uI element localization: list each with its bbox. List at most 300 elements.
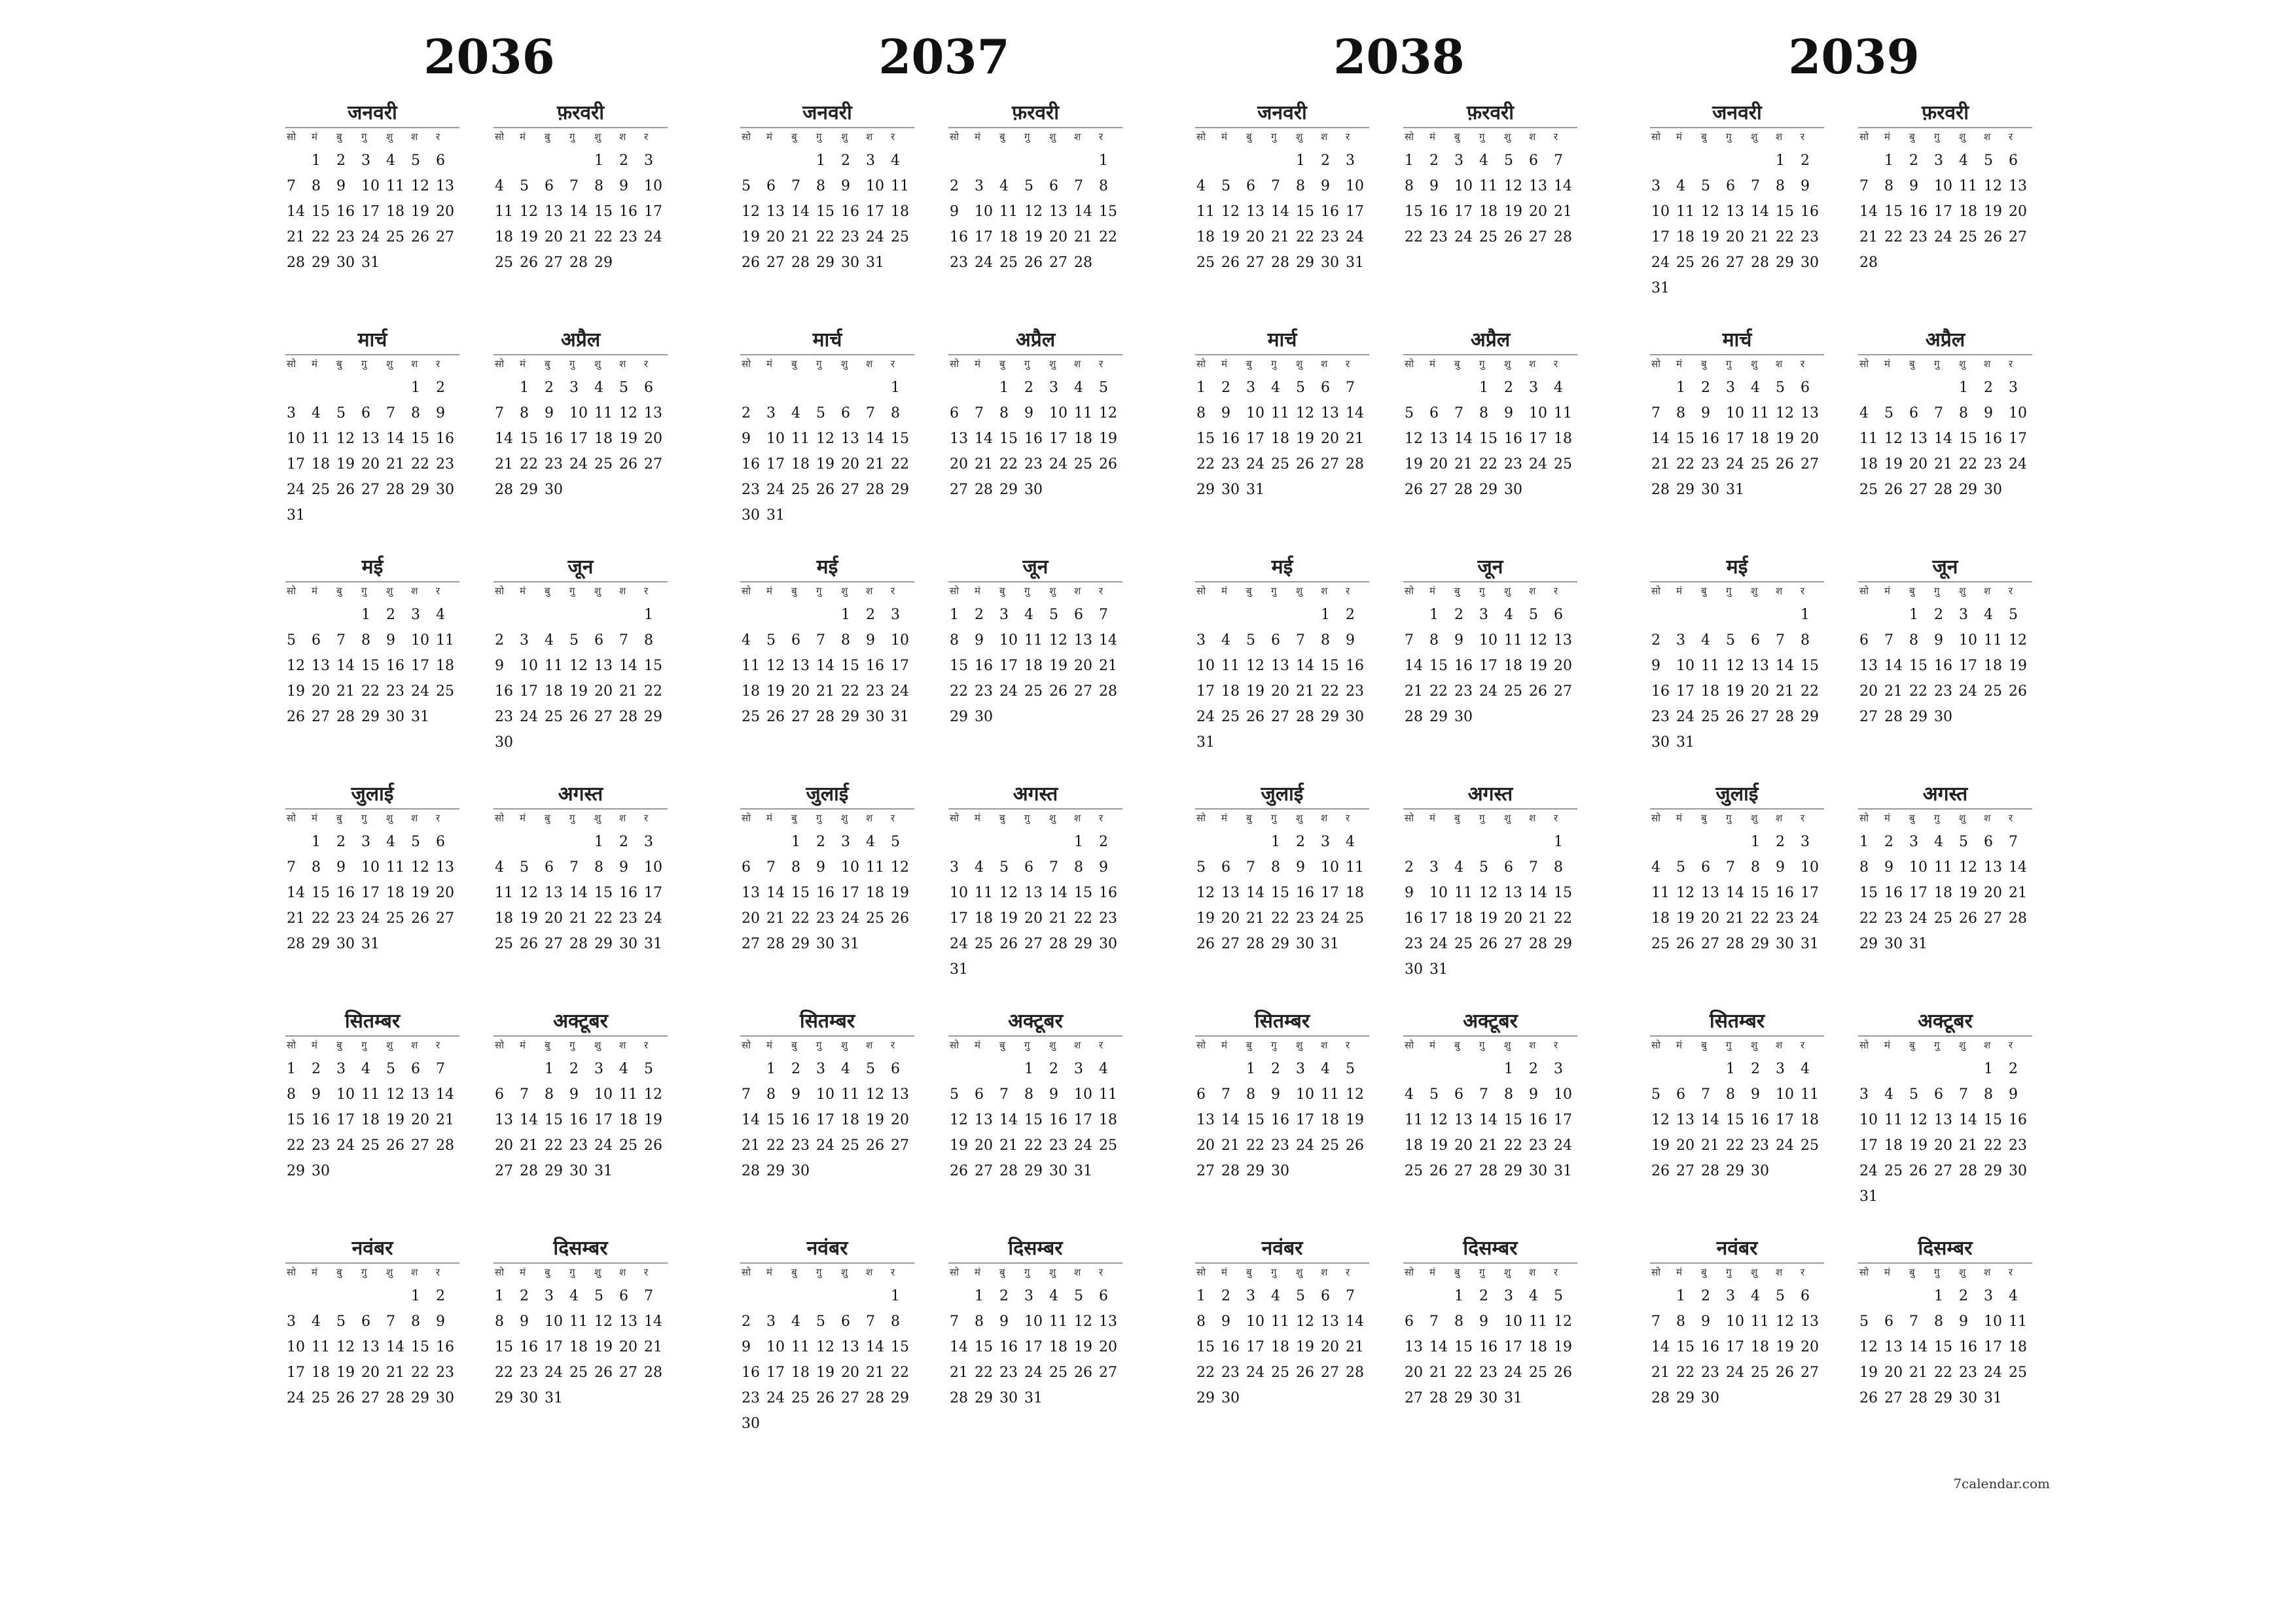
day-cell: 12 (411, 178, 429, 194)
day-empty (1048, 148, 1073, 173)
day-cell: 4 (1651, 859, 1660, 876)
day-cell: 4 (1934, 834, 1943, 850)
day-cell: 6 (1321, 380, 1330, 396)
day-cell: 22 (1959, 456, 1977, 473)
day-cell: 4 (312, 405, 321, 421)
day-cell: 20 (1246, 229, 1265, 245)
day-cell: 10 (766, 431, 785, 447)
day-cell: 9 (1049, 1086, 1058, 1103)
day-cell: 28 (495, 482, 513, 498)
day-cell: 10 (1984, 1313, 2002, 1330)
day-cell: 20 (1024, 910, 1043, 927)
day-cell: 8 (1884, 178, 1893, 194)
day-cell: 6 (766, 178, 776, 194)
day-empty (1403, 1283, 1428, 1309)
weekday-label: श (1776, 1266, 1783, 1278)
day-cell: 20 (1504, 910, 1522, 927)
days-grid (1858, 1056, 2032, 1209)
day-cell: 17 (644, 204, 662, 220)
day-cell: 17 (411, 658, 429, 674)
day-cell: 14 (1776, 658, 1794, 674)
day-cell: 12 (866, 1086, 884, 1103)
day-cell: 20 (1801, 1339, 1819, 1355)
day-cell: 23 (1024, 456, 1043, 473)
day-cell: 23 (1479, 1364, 1498, 1381)
day-cell: 27 (594, 709, 613, 725)
day-cell: 17 (766, 456, 785, 473)
day-empty (593, 602, 618, 628)
day-cell: 26 (1776, 1364, 1794, 1381)
weekday-label: बु (999, 585, 1005, 597)
day-cell: 25 (791, 1390, 810, 1406)
day-cell: 17 (1024, 1339, 1043, 1355)
day-cell: 2 (1429, 152, 1439, 169)
day-cell: 15 (287, 1112, 305, 1128)
day-cell: 1 (1751, 834, 1760, 850)
weekday-label: गु (1726, 585, 1732, 597)
day-cell: 25 (1049, 1364, 1067, 1381)
weekday-label: गु (1934, 1266, 1940, 1278)
day-cell: 4 (866, 834, 875, 850)
day-cell: 14 (287, 885, 305, 901)
day-cell: 30 (436, 482, 454, 498)
day-cell: 8 (411, 1313, 420, 1330)
day-cell: 18 (2009, 1339, 2027, 1355)
weekday-label: बु (791, 812, 797, 824)
day-cell: 27 (1859, 709, 1878, 725)
day-empty (765, 1283, 790, 1309)
month-name: जनवरी (1257, 101, 1307, 124)
day-cell: 28 (1099, 683, 1117, 700)
day-cell: 24 (644, 910, 662, 927)
day-cell: 21 (1751, 229, 1769, 245)
day-cell: 11 (1701, 658, 1719, 674)
weekday-label: शु (1504, 585, 1511, 597)
weekday-label: बु (791, 1266, 797, 1278)
day-cell: 9 (1651, 658, 1660, 674)
day-cell: 9 (742, 1339, 751, 1355)
day-cell: 10 (1504, 1313, 1522, 1330)
day-cell: 23 (336, 910, 355, 927)
day-cell: 24 (766, 482, 785, 498)
weekday-label: श (1984, 131, 1991, 143)
days-grid (1650, 148, 1824, 301)
day-cell: 1 (1271, 834, 1280, 850)
day-cell: 21 (1959, 1137, 1977, 1154)
day-cell: 17 (1776, 1112, 1794, 1128)
day-empty (568, 148, 593, 173)
day-cell: 20 (950, 456, 968, 473)
weekday-label: गु (361, 812, 367, 824)
days-grid (1650, 1056, 1824, 1184)
day-cell: 2 (386, 607, 395, 623)
day-cell: 22 (594, 910, 613, 927)
day-cell: 16 (1221, 1339, 1240, 1355)
weekday-label: सो (1196, 812, 1206, 824)
weekday-label: गु (816, 358, 822, 370)
day-cell: 8 (1429, 632, 1439, 649)
day-cell: 1 (1429, 607, 1439, 623)
day-cell: 16 (999, 1339, 1018, 1355)
day-cell: 6 (1554, 607, 1563, 623)
day-cell: 3 (841, 834, 850, 850)
day-cell: 5 (594, 1288, 603, 1304)
day-cell: 7 (1959, 1086, 1968, 1103)
day-cell: 19 (866, 1112, 884, 1128)
weekday-header (1650, 354, 1824, 372)
day-cell: 13 (1429, 431, 1448, 447)
month-block (1403, 554, 1577, 781)
weekday-label: मं (1884, 585, 1890, 597)
day-cell: 23 (1346, 683, 1364, 700)
day-cell: 25 (545, 709, 563, 725)
day-cell: 11 (1196, 204, 1215, 220)
day-empty (1073, 148, 1098, 173)
weekday-label: मं (1884, 1266, 1890, 1278)
day-cell: 9 (1504, 405, 1513, 421)
day-cell: 17 (1859, 1137, 1878, 1154)
day-cell: 27 (791, 709, 810, 725)
day-cell: 8 (1246, 1086, 1255, 1103)
weekday-label: मं (312, 358, 317, 370)
day-cell: 14 (866, 431, 884, 447)
day-empty (360, 1283, 385, 1309)
weekday-header (740, 1262, 914, 1281)
day-cell: 31 (545, 1390, 563, 1406)
day-cell: 7 (1651, 1313, 1660, 1330)
weekday-label: शु (386, 358, 393, 370)
day-cell: 21 (742, 1137, 760, 1154)
day-cell: 2 (1884, 834, 1893, 850)
day-empty (1908, 375, 1933, 401)
day-cell: 13 (1909, 431, 1928, 447)
days-grid (1858, 1283, 2032, 1411)
weekday-label: मं (1221, 585, 1227, 597)
day-cell: 2 (436, 1288, 445, 1304)
weekday-label: शु (841, 585, 848, 597)
days-grid (1403, 602, 1577, 730)
day-cell: 5 (1196, 859, 1206, 876)
day-empty (385, 375, 410, 401)
weekday-label: र (1801, 1039, 1805, 1051)
day-cell: 4 (1024, 607, 1033, 623)
month-name: जनवरी (1712, 101, 1762, 124)
day-cell: 5 (742, 178, 751, 194)
day-cell: 7 (1346, 1288, 1355, 1304)
day-cell: 12 (2009, 632, 2027, 649)
day-cell: 13 (1049, 204, 1067, 220)
day-cell: 21 (1405, 683, 1423, 700)
day-cell: 26 (1651, 1163, 1670, 1179)
day-cell: 28 (975, 482, 993, 498)
day-cell: 24 (1429, 936, 1448, 952)
day-cell: 25 (1024, 683, 1043, 700)
day-cell: 15 (312, 885, 330, 901)
day-empty (1908, 1283, 1933, 1309)
day-cell: 12 (1196, 885, 1215, 901)
day-cell: 7 (1454, 405, 1463, 421)
day-cell: 8 (1504, 1086, 1513, 1103)
day-cell: 9 (1346, 632, 1355, 649)
day-cell: 25 (495, 255, 513, 271)
month-name: जनवरी (802, 101, 852, 124)
weekday-label: गु (1726, 1266, 1732, 1278)
weekday-label: र (1801, 812, 1805, 824)
day-cell: 29 (594, 255, 613, 271)
day-cell: 15 (1676, 431, 1695, 447)
day-cell: 28 (287, 255, 305, 271)
days-grid (1195, 1056, 1369, 1184)
day-cell: 20 (545, 910, 563, 927)
day-cell: 13 (361, 431, 380, 447)
day-cell: 22 (950, 683, 968, 700)
day-empty (1650, 148, 1675, 173)
day-cell: 15 (1405, 204, 1423, 220)
weekday-header (1403, 354, 1577, 372)
day-cell: 11 (312, 1339, 330, 1355)
day-cell: 26 (287, 709, 305, 725)
day-cell: 12 (1676, 885, 1695, 901)
weekday-label: मं (975, 1266, 980, 1278)
day-cell: 19 (411, 885, 429, 901)
weekday-label: र (2009, 131, 2013, 143)
day-cell: 1 (1479, 380, 1488, 396)
day-cell: 4 (569, 1288, 579, 1304)
day-cell: 31 (361, 936, 380, 952)
day-cell: 9 (1701, 1313, 1710, 1330)
day-cell: 26 (816, 482, 834, 498)
day-cell: 4 (495, 178, 504, 194)
day-cell: 9 (1271, 1086, 1280, 1103)
day-cell: 4 (619, 1061, 628, 1077)
day-cell: 13 (1884, 1339, 1903, 1355)
day-cell: 25 (1801, 1137, 1819, 1154)
weekday-label: शु (1959, 131, 1966, 143)
month-name: अप्रैल (1470, 329, 1511, 351)
day-empty (335, 1283, 360, 1309)
weekday-label: श (411, 131, 418, 143)
day-cell: 5 (1776, 1288, 1785, 1304)
day-cell: 13 (1504, 885, 1522, 901)
day-cell: 1 (975, 1288, 984, 1304)
day-cell: 6 (1751, 632, 1760, 649)
weekday-label: गु (1934, 1039, 1940, 1051)
year-title: 2038 (1333, 29, 1465, 84)
day-cell: 11 (841, 1086, 859, 1103)
day-cell: 26 (520, 255, 538, 271)
day-cell: 29 (1776, 255, 1794, 271)
day-cell: 1 (1196, 380, 1206, 396)
day-cell: 12 (594, 1313, 613, 1330)
day-cell: 1 (312, 834, 321, 850)
day-cell: 11 (1651, 885, 1670, 901)
day-cell: 27 (545, 255, 563, 271)
day-empty (1883, 1283, 1908, 1309)
day-cell: 21 (1296, 683, 1314, 700)
day-cell: 18 (1479, 204, 1498, 220)
day-cell: 14 (999, 1112, 1018, 1128)
day-cell: 4 (742, 632, 751, 649)
weekday-label: शु (594, 358, 601, 370)
day-cell: 7 (1884, 632, 1893, 649)
day-cell: 20 (436, 204, 454, 220)
weekday-label: शु (1049, 812, 1056, 824)
day-cell: 27 (1909, 482, 1928, 498)
day-cell: 14 (569, 204, 588, 220)
day-cell: 11 (1554, 405, 1572, 421)
day-cell: 17 (766, 1364, 785, 1381)
day-cell: 27 (495, 1163, 513, 1179)
day-cell: 17 (545, 1339, 563, 1355)
day-cell: 7 (866, 1313, 875, 1330)
day-cell: 19 (411, 204, 429, 220)
day-cell: 10 (841, 859, 859, 876)
day-cell: 24 (1676, 709, 1695, 725)
weekday-header (740, 127, 914, 145)
day-cell: 29 (1504, 1163, 1522, 1179)
day-cell: 22 (312, 910, 330, 927)
weekday-label: श (1529, 358, 1536, 370)
day-cell: 18 (569, 1339, 588, 1355)
day-cell: 26 (1884, 482, 1903, 498)
day-cell: 11 (1859, 431, 1878, 447)
weekday-label: बु (999, 131, 1005, 143)
day-cell: 16 (1529, 1112, 1547, 1128)
day-cell: 22 (841, 683, 859, 700)
day-cell: 27 (1934, 1163, 1952, 1179)
day-cell: 4 (1751, 1288, 1760, 1304)
day-cell: 7 (766, 859, 776, 876)
day-cell: 26 (1529, 683, 1547, 700)
day-cell: 20 (1751, 683, 1769, 700)
day-cell: 18 (742, 683, 760, 700)
weekday-label: सो (1859, 1266, 1869, 1278)
year-column (717, 0, 1172, 1505)
day-cell: 12 (1959, 859, 1977, 876)
day-cell: 15 (1271, 885, 1289, 901)
day-cell: 20 (1701, 910, 1719, 927)
day-cell: 14 (816, 658, 834, 674)
day-cell: 16 (1454, 658, 1473, 674)
day-cell: 9 (841, 178, 850, 194)
month-block (285, 1008, 459, 1235)
day-cell: 23 (1405, 936, 1423, 952)
day-cell: 26 (999, 936, 1018, 952)
weekday-label: र (644, 358, 649, 370)
day-cell: 28 (1959, 1163, 1977, 1179)
day-cell: 9 (1984, 405, 1993, 421)
day-cell: 12 (644, 1086, 662, 1103)
day-cell: 24 (1934, 229, 1952, 245)
weekday-label: गु (361, 358, 367, 370)
day-cell: 2 (569, 1061, 579, 1077)
day-cell: 23 (1296, 910, 1314, 927)
day-cell: 8 (1801, 632, 1810, 649)
day-cell: 4 (1221, 632, 1230, 649)
day-cell: 20 (1405, 1364, 1423, 1381)
weekday-label: बु (545, 1039, 550, 1051)
day-cell: 8 (361, 632, 370, 649)
day-cell: 3 (1726, 1288, 1735, 1304)
day-cell: 15 (1296, 204, 1314, 220)
day-cell: 7 (791, 178, 800, 194)
day-cell: 18 (866, 885, 884, 901)
day-cell: 4 (1859, 405, 1869, 421)
weekday-label: शु (1959, 585, 1966, 597)
day-cell: 12 (1529, 632, 1547, 649)
day-cell: 27 (361, 482, 380, 498)
day-cell: 5 (1884, 405, 1893, 421)
weekday-label: शु (1504, 1039, 1511, 1051)
day-cell: 23 (1701, 1364, 1719, 1381)
day-cell: 1 (411, 1288, 420, 1304)
day-cell: 22 (1479, 456, 1498, 473)
day-cell: 31 (766, 507, 785, 524)
month-name: दिसम्बर (1008, 1237, 1063, 1260)
day-cell: 26 (569, 709, 588, 725)
day-cell: 29 (1959, 482, 1977, 498)
day-cell: 9 (1751, 1086, 1760, 1103)
day-cell: 25 (2009, 1364, 2027, 1381)
month-name: फ़रवरी (1466, 101, 1515, 124)
day-cell: 13 (1934, 1112, 1952, 1128)
day-cell: 13 (766, 204, 785, 220)
month-block (1403, 781, 1577, 1008)
month-name: अक्टूबर (1463, 1010, 1518, 1033)
weekday-label: शु (1296, 585, 1303, 597)
day-cell: 17 (1346, 204, 1364, 220)
day-cell: 10 (1321, 859, 1339, 876)
day-cell: 14 (1049, 885, 1067, 901)
weekday-label: श (866, 585, 873, 597)
day-cell: 30 (1934, 709, 1952, 725)
weekday-header (1403, 1035, 1577, 1054)
day-cell: 21 (999, 1137, 1018, 1154)
weekday-label: शु (1296, 1266, 1303, 1278)
day-cell: 18 (1529, 1339, 1547, 1355)
weekday-label: श (1074, 131, 1081, 143)
day-cell: 15 (1429, 658, 1448, 674)
day-cell: 19 (2009, 658, 2027, 674)
day-cell: 28 (950, 1390, 968, 1406)
day-empty (948, 148, 973, 173)
weekday-label: शु (1296, 358, 1303, 370)
day-cell: 5 (520, 859, 529, 876)
day-empty (973, 829, 998, 855)
day-cell: 15 (545, 1112, 563, 1128)
weekday-label: गु (1934, 812, 1940, 824)
day-cell: 8 (766, 1086, 776, 1103)
day-cell: 9 (1884, 859, 1893, 876)
weekday-label: श (866, 1266, 873, 1278)
day-cell: 2 (1221, 380, 1230, 396)
day-cell: 1 (1676, 1288, 1685, 1304)
day-cell: 11 (619, 1086, 637, 1103)
day-cell: 21 (1429, 1364, 1448, 1381)
day-cell: 18 (619, 1112, 637, 1128)
day-cell: 19 (1859, 1364, 1878, 1381)
day-cell: 1 (1676, 380, 1685, 396)
day-cell: 26 (411, 229, 429, 245)
day-cell: 27 (1049, 255, 1067, 271)
day-cell: 18 (312, 1364, 330, 1381)
day-cell: 1 (594, 834, 603, 850)
weekday-label: र (436, 1266, 440, 1278)
day-cell: 17 (644, 885, 662, 901)
day-cell: 28 (1246, 936, 1265, 952)
day-cell: 27 (1726, 255, 1744, 271)
day-cell: 2 (619, 834, 628, 850)
